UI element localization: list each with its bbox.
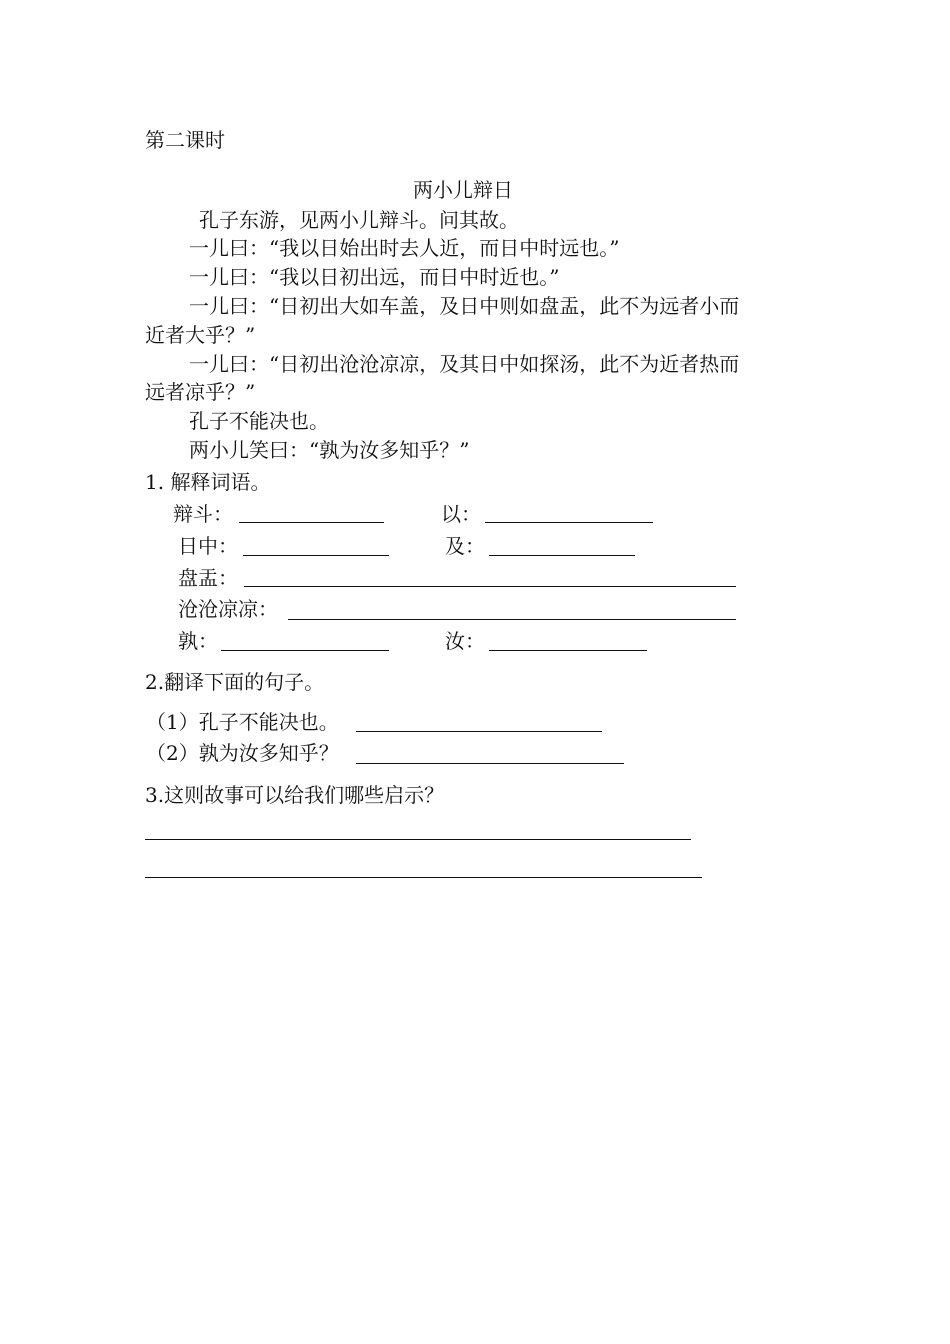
passage-line: 两小儿笑曰：“孰为汝多知乎？” (189, 438, 470, 462)
term-label: 以： (441, 502, 481, 526)
q1-heading: 1. 解释词语。 (145, 470, 271, 494)
passage-line: 一儿曰：“我以日初出远，而日中时近也。” (189, 265, 560, 289)
passage-line: 一儿曰：“我以日始出时去人近，而日中时远也。” (189, 236, 620, 260)
translate-item: （1）孔子不能决也。 (146, 710, 339, 734)
answer-blank[interactable] (356, 731, 602, 732)
term-label: 辩斗： (173, 502, 233, 526)
answer-blank[interactable] (356, 763, 624, 764)
answer-blank[interactable] (243, 555, 389, 556)
passage-line: 孔子不能决也。 (189, 409, 329, 433)
lesson-label: 第二课时 (145, 128, 225, 152)
passage-line: 一儿曰：“日初出大如车盖，及日中则如盘盂，此不为远者小而 (189, 294, 740, 318)
answer-blank[interactable] (485, 522, 653, 523)
passage-line: 孔子东游，见两小儿辩斗。问其故。 (199, 208, 519, 232)
term-label: 沧沧凉凉： (178, 597, 278, 621)
term-label: 汝： (445, 629, 485, 653)
answer-blank[interactable] (239, 522, 384, 523)
answer-blank[interactable] (489, 555, 635, 556)
q3-heading: 3.这则故事可以给我们哪些启示？ (145, 783, 445, 807)
term-label: 孰： (178, 629, 218, 653)
term-label: 及： (445, 534, 485, 558)
term-label: 盘盂： (178, 566, 238, 590)
answer-blank[interactable] (221, 650, 389, 651)
q2-heading: 2.翻译下面的句子。 (145, 670, 325, 694)
answer-blank[interactable] (489, 650, 647, 651)
term-label: 日中： (178, 534, 238, 558)
passage-line: 一儿曰：“日初出沧沧凉凉，及其日中如探汤，此不为近者热而 (189, 352, 740, 376)
answer-blank[interactable] (288, 619, 736, 620)
passage-line: 远者凉乎？” (145, 380, 256, 404)
translate-item: （2）孰为汝多知乎？ (146, 741, 339, 765)
answer-blank[interactable] (244, 586, 736, 587)
passage-line: 近者大乎？” (145, 323, 256, 347)
passage-title: 两小儿辩日 (413, 178, 513, 202)
answer-blank[interactable] (145, 877, 702, 878)
answer-blank[interactable] (145, 839, 691, 840)
